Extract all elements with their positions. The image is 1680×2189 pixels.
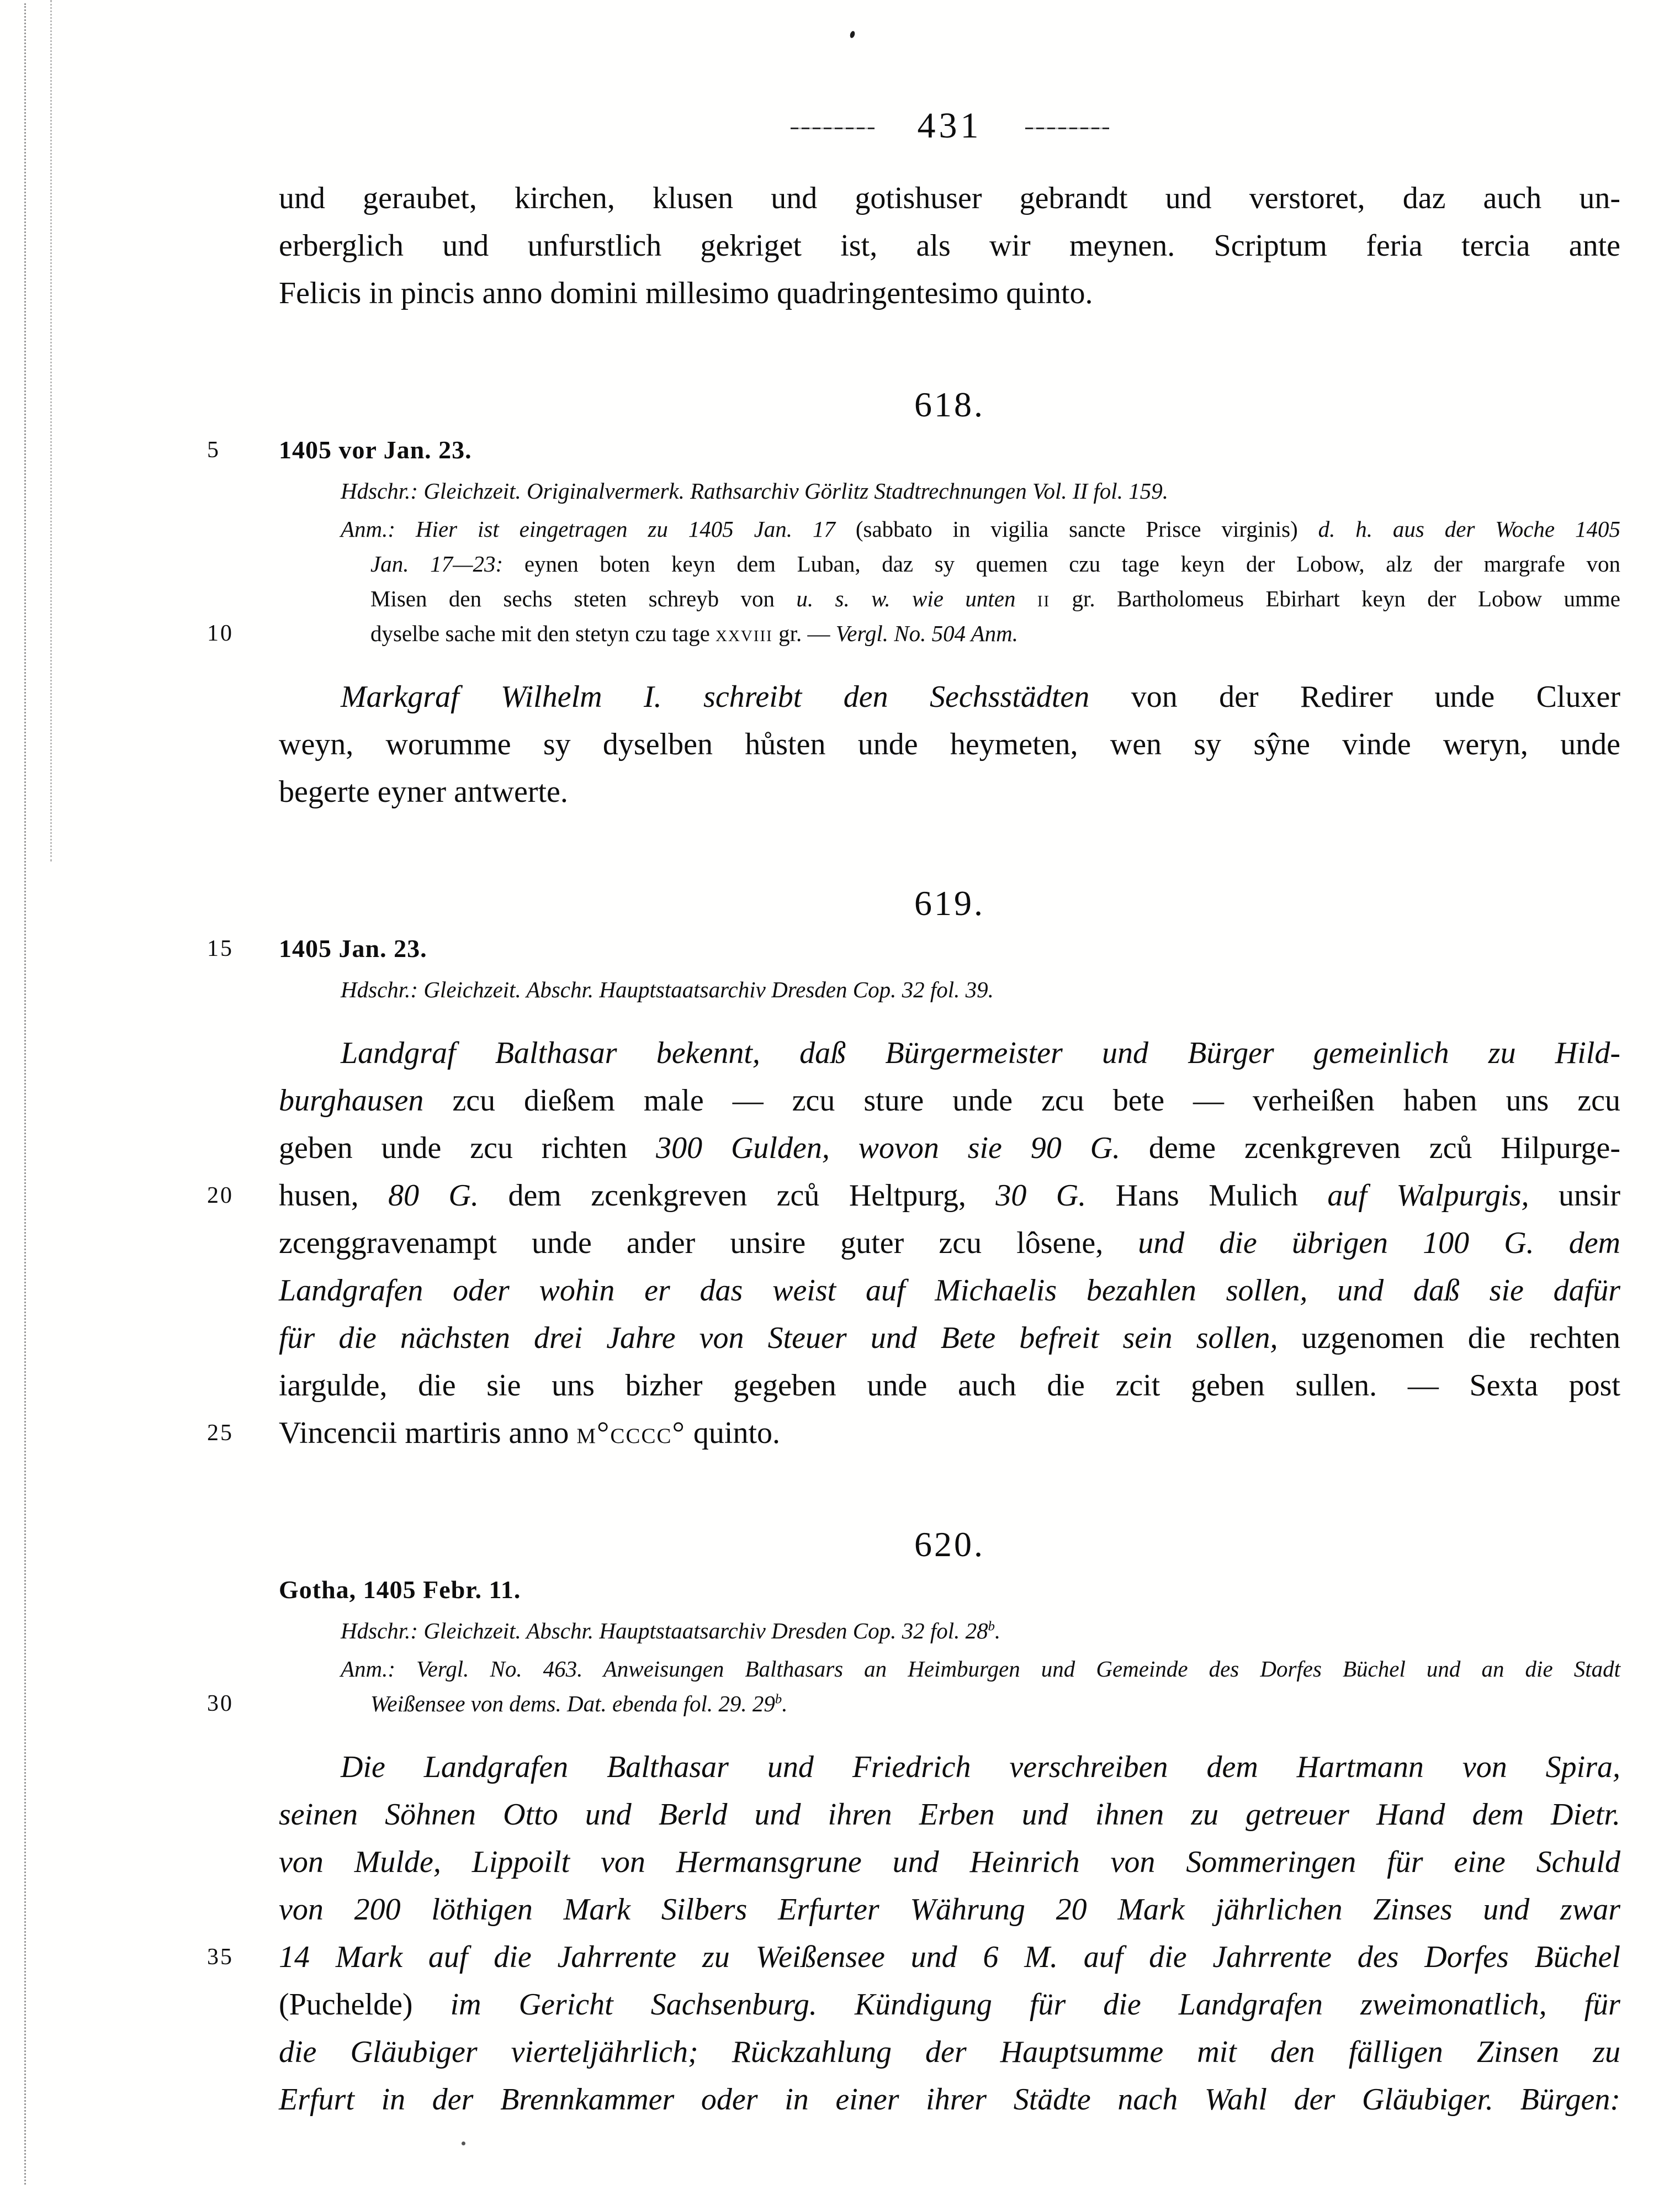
text-line xyxy=(279,222,1620,269)
annotation-note-618 xyxy=(207,512,1620,651)
text-segment: Misen den sechs steten schreyb von xyxy=(370,586,797,611)
text-segment: Vergl. No. 504 Anm. xyxy=(835,621,1019,646)
text-segment: d. h. aus der Woche 1405 xyxy=(1318,516,1620,542)
text-line xyxy=(207,616,1620,651)
document-dateline xyxy=(207,434,1620,466)
text-line xyxy=(279,269,1620,317)
text-line xyxy=(341,1652,1620,1686)
text-segment: die Gläubiger vierteljährlich; Rückzahlung der Hauptsumme mit den fälligen Zinsen zu xyxy=(279,2035,1620,2069)
page-content xyxy=(207,105,1621,2123)
text-segment: . xyxy=(994,1618,1001,1643)
text-line xyxy=(341,474,1620,509)
text-segment: deme zcenkgreven zců Hilpurge- xyxy=(1148,1131,1620,1165)
text-line xyxy=(279,1743,1620,1791)
margin-line-number: 15 xyxy=(207,936,234,961)
text-segment: 14 Mark auf die Jahrrente zu Weißensee und 6 M. auf die Jahrrente des Dorfes Büchel xyxy=(279,1940,1620,1974)
text-line xyxy=(207,1172,1621,1219)
text-segment: ii xyxy=(1037,586,1051,611)
margin-line-number: 25 xyxy=(207,1420,234,1446)
document-date: Gotha, 1405 Febr. 11. xyxy=(279,1575,521,1604)
text-segment: Anm.: Hier ist eingetragen zu 1405 Jan. 17 xyxy=(341,516,856,542)
ink-speck xyxy=(849,30,856,39)
text-segment: Weißensee von dems. Dat. ebenda fol. 29. 29 xyxy=(370,1691,775,1716)
text-line xyxy=(279,1981,1620,2028)
text-line xyxy=(279,1267,1620,1314)
text-segment: eynen boten keyn dem Luban, daz sy quemen czu tage keyn der Lobow, alz der margrafe von xyxy=(524,551,1620,577)
text-line xyxy=(341,547,1620,581)
text-619 xyxy=(207,1029,1621,1457)
text-segment: . xyxy=(782,1691,788,1716)
margin-line-number: 5 xyxy=(207,437,220,463)
text-segment: dem zcenkgreven zců Heltpurg, xyxy=(508,1178,996,1213)
text-line xyxy=(279,1029,1620,1077)
text-segment: b xyxy=(775,1691,782,1707)
margin-line-number: 35 xyxy=(207,1944,234,1970)
document-dateline xyxy=(279,1574,1620,1606)
text-line xyxy=(279,673,1620,721)
text-segment: zcu dießem male — zcu sture unde zcu bete — verheißen haben uns zcu xyxy=(452,1083,1620,1118)
text-segment: zcenggravenampt unde ander unsire guter zcu lôsene, xyxy=(279,1226,1138,1260)
text-segment: u. s. w. wie unten xyxy=(796,586,1037,611)
text-segment: b xyxy=(988,1619,995,1634)
header-rule-left xyxy=(791,128,875,129)
text-segment: von 200 löthigen Mark Silbers Erfurter Währung 20 Mark jährlichen Zinses und zwar xyxy=(279,1892,1620,1927)
text-line xyxy=(279,1219,1620,1267)
text-line xyxy=(279,1124,1620,1172)
text-segment: Die Landgrafen Balthasar und Friedrich verschreiben dem Hartmann von Spira, xyxy=(341,1750,1620,1784)
text-segment: husen, xyxy=(279,1178,389,1213)
text-segment: geben unde zcu richten xyxy=(279,1131,656,1165)
source-note-618 xyxy=(341,474,1620,509)
text-segment: m°cccc° xyxy=(576,1416,686,1450)
text-segment: weyn, worumme sy dyselben hůsten unde heymeten, wen sy sŷne vinde weryn, unde xyxy=(279,727,1620,762)
text-segment: Hdschr.: Gleichzeit. Abschr. Hauptstaatsarchiv Dresden Cop. 32 fol. 39. xyxy=(341,977,994,1002)
text-segment: Hdschr.: Gleichzeit. Originalvermerk. Rathsarchiv Görlitz Stadtrechnungen Vol. II fol. 159. xyxy=(341,478,1168,504)
regest-618 xyxy=(279,673,1620,816)
page-number: 431 xyxy=(917,105,982,146)
text-segment: Hdschr.: Gleichzeit. Abschr. Hauptstaatsarchiv Dresden Cop. 32 fol. 28 xyxy=(341,1618,988,1643)
text-segment: Felicis in pincis anno domini millesimo quadringentesimo quinto. xyxy=(279,276,1093,310)
text-line xyxy=(279,721,1620,768)
text-line xyxy=(207,1409,1620,1457)
text-segment: unsir xyxy=(1559,1178,1621,1213)
document-number: 619. xyxy=(914,884,985,923)
text-segment: gr. Bartholomeus Ebirhart keyn der Lobow umme xyxy=(1050,586,1620,611)
text-segment: gr. — xyxy=(772,621,836,646)
text-segment: Erfurt in der Brennkammer oder in einer ihrer Städte nach Wahl der Gläubiger. Bürgen: xyxy=(279,2082,1620,2117)
document-date: 1405 Jan. 23. xyxy=(279,934,427,963)
source-note-619 xyxy=(341,972,1620,1007)
regest-620 xyxy=(207,1743,1620,2123)
text-segment: uzgenomen die rechten xyxy=(1301,1321,1620,1355)
text-segment: iargulde, die sie uns bizher gegeben unde auch die zcit geben sullen. — Sexta post xyxy=(279,1368,1620,1403)
text-line xyxy=(279,768,1620,816)
source-note-620 xyxy=(341,1614,1620,1648)
text-segment: Markgraf Wilhelm I. schreibt den Sechsstädten xyxy=(341,680,1131,714)
text-line xyxy=(279,2028,1620,2076)
text-segment: dyselbe sache mit den stetyn czu tage xyxy=(370,621,716,646)
margin-line-number: 10 xyxy=(207,621,234,646)
text-segment: Landgraf Balthasar bekennt, daß Bürgermeister und Bürger gemeinlich zu Hild- xyxy=(341,1036,1620,1070)
text-segment: Hans Mulich xyxy=(1115,1178,1328,1213)
text-segment: quinto. xyxy=(685,1416,781,1450)
document-date: 1405 vor Jan. 23. xyxy=(279,436,472,464)
text-segment: 30 G. xyxy=(995,1178,1116,1213)
text-line xyxy=(341,512,1620,547)
text-segment: 80 G. xyxy=(388,1178,508,1213)
text-line xyxy=(207,1686,1620,1721)
text-segment: (Puchelde) xyxy=(279,1987,451,2022)
text-line xyxy=(279,1314,1620,1362)
scan-gutter-line xyxy=(50,0,52,861)
text-segment: begerte eyner antwerte. xyxy=(279,775,568,809)
text-segment: auf Walpurgis, xyxy=(1327,1178,1559,1213)
text-line xyxy=(207,1933,1620,1981)
text-segment: Anm.: Vergl. No. 463. Anweisungen Balthasars an Heimburgen und Gemeinde des Dorfes Büchel und an die Stadt xyxy=(341,1656,1620,1682)
text-line xyxy=(279,175,1620,222)
document-number: 618. xyxy=(914,385,985,424)
text-segment: erberglich und unfurstlich gekriget ist, als wir meynen. Scriptum feria tercia ante xyxy=(279,229,1620,263)
text-segment: Jan. 17—23: xyxy=(370,551,524,577)
text-line xyxy=(279,2076,1620,2123)
header-rule-right xyxy=(1025,128,1109,129)
text-line xyxy=(341,1614,1620,1648)
text-segment: für die nächsten drei Jahre von Steuer und Bete befreit sein sollen, xyxy=(279,1321,1302,1355)
text-line xyxy=(341,972,1620,1007)
text-segment: (sabbato in vigilia sancte Prisce virginis) xyxy=(855,516,1318,542)
text-segment: seinen Söhnen Otto und Berld und ihren Erben und ihnen zu getreuer Hand dem Dietr. xyxy=(279,1797,1620,1832)
text-line xyxy=(341,581,1620,616)
text-line xyxy=(279,1362,1620,1409)
text-line xyxy=(279,1077,1620,1124)
annotation-note-620 xyxy=(207,1652,1620,1721)
text-segment: burghausen xyxy=(279,1083,453,1118)
text-segment: Vincencii martiris anno xyxy=(279,1416,577,1450)
scan-gutter-line xyxy=(24,3,26,2185)
text-line xyxy=(279,1791,1620,1838)
continuation-paragraph xyxy=(279,175,1620,317)
text-segment: und die übrigen 100 G. dem xyxy=(1138,1226,1621,1260)
ink-speck xyxy=(462,2142,465,2145)
text-segment: 300 Gulden, wovon sie 90 G. xyxy=(656,1131,1149,1165)
document-number: 620. xyxy=(914,1525,985,1564)
text-segment: im Gericht Sachsenburg. Kündigung für die Landgrafen zweimonatlich, für xyxy=(450,1987,1620,2022)
page-header xyxy=(279,106,1620,146)
text-line xyxy=(279,1838,1620,1886)
text-segment: von der Redirer unde Cluxer xyxy=(1131,680,1620,714)
margin-line-number: 20 xyxy=(207,1183,234,1208)
text-segment: xxviii xyxy=(716,621,773,646)
text-line xyxy=(279,1886,1620,1933)
margin-line-number: 30 xyxy=(207,1691,234,1716)
text-segment: und geraubet, kirchen, klusen und gotishuser gebrandt und verstoret, daz auch un- xyxy=(279,181,1620,215)
text-segment: von Mulde, Lippoilt von Hermansgrune und Heinrich von Sommeringen für eine Schuld xyxy=(279,1845,1620,1879)
text-segment: Landgrafen oder wohin er das weist auf Michaelis bezahlen sollen, und daß sie dafür xyxy=(279,1273,1620,1308)
document-dateline xyxy=(207,933,1620,965)
